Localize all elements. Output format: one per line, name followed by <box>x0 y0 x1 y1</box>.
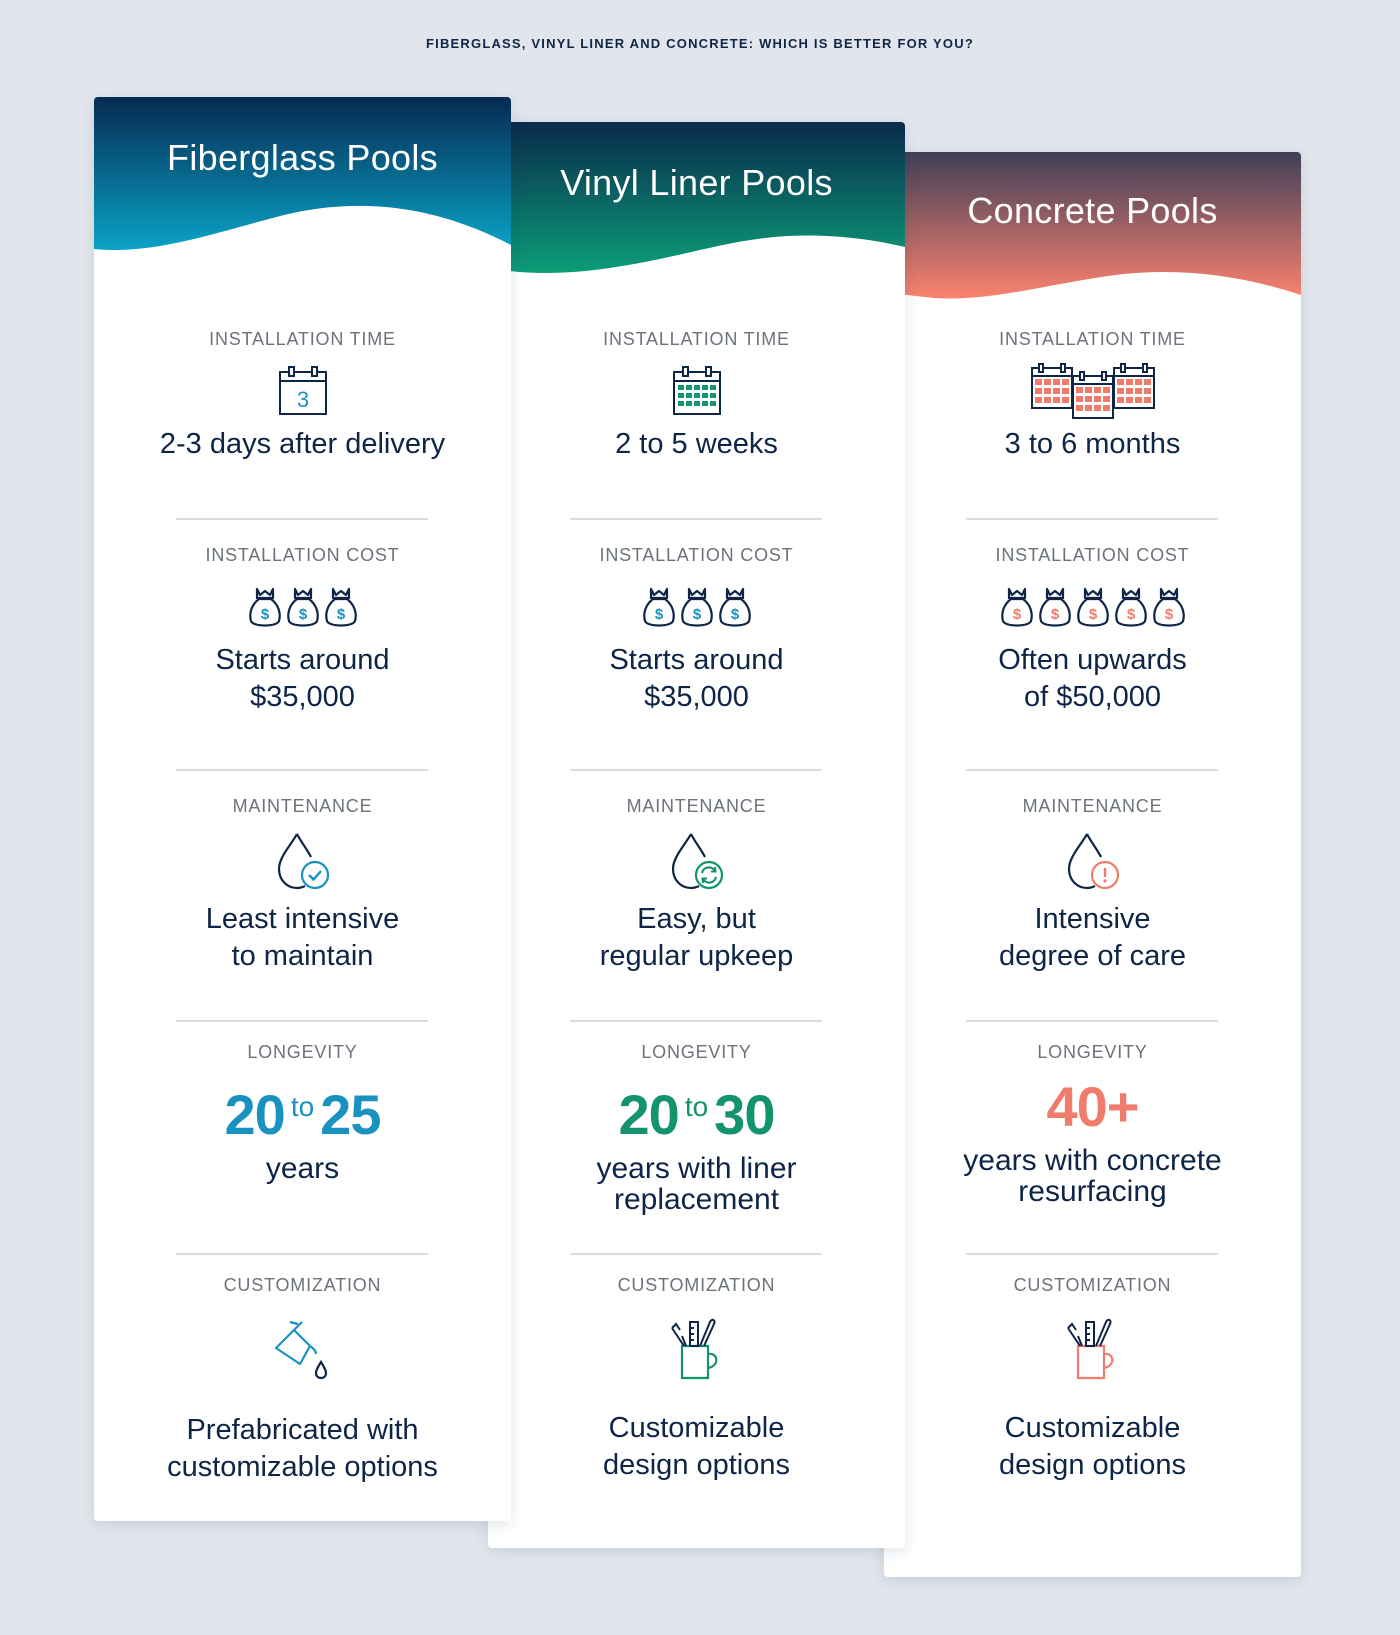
money-bag-icon <box>1075 586 1111 630</box>
svg-text:$: $ <box>730 606 739 623</box>
divider <box>966 1020 1218 1022</box>
customization-line-2: design options <box>602 1449 791 1481</box>
installation-cost-section <box>94 545 511 716</box>
customization-line-1: Prefabricated with <box>186 1414 419 1446</box>
longevity-range <box>488 1077 905 1145</box>
vinyl-header <box>488 122 905 282</box>
installation-cost-label: INSTALLATION COST <box>599 545 794 565</box>
longevity-section <box>884 1042 1301 1207</box>
divider <box>176 1253 428 1255</box>
installation-time-label: INSTALLATION TIME <box>603 329 790 349</box>
customization-label: CUSTOMIZATION <box>1013 1275 1172 1295</box>
installation-time-value: 2 to 5 weeks <box>615 428 778 460</box>
svg-text:$: $ <box>1164 606 1173 623</box>
divider <box>966 1253 1218 1255</box>
cost-line-2: $35,000 <box>644 681 749 713</box>
longevity-line-2: resurfacing <box>1018 1175 1167 1208</box>
maintenance-label: MAINTENANCE <box>626 796 767 816</box>
longevity-section <box>94 1042 511 1184</box>
paint-bucket-icon <box>272 1318 334 1384</box>
svg-text:$: $ <box>654 606 663 623</box>
installation-cost-label: INSTALLATION COST <box>205 545 400 565</box>
installation-cost-label: INSTALLATION COST <box>995 545 1190 565</box>
fiberglass-header <box>94 97 511 257</box>
maintenance-line-1: Easy, but <box>637 903 756 935</box>
customization-line-2: customizable options <box>167 1451 438 1483</box>
cost-line-1: Starts around <box>609 644 784 676</box>
money-bag-icon <box>641 586 677 630</box>
maintenance-line-2: regular upkeep <box>599 940 794 972</box>
customization-label: CUSTOMIZATION <box>617 1275 776 1295</box>
installation-time-label: INSTALLATION TIME <box>999 329 1186 349</box>
cost-line-2: of $50,000 <box>1023 681 1162 713</box>
longevity-line-1: years with liner <box>596 1152 797 1185</box>
money-bag-icon <box>679 586 715 630</box>
divider <box>176 769 428 771</box>
longevity-to-word: to <box>290 1091 315 1122</box>
longevity-label: LONGEVITY <box>641 1042 752 1062</box>
divider <box>570 1020 822 1022</box>
customization-label: CUSTOMIZATION <box>223 1275 382 1295</box>
water-drop-alert-icon <box>1063 831 1123 893</box>
cost-line-1: Often upwards <box>998 644 1187 676</box>
calendars-icon <box>1030 362 1156 420</box>
longevity-label: LONGEVITY <box>1037 1042 1148 1062</box>
calendar-3-icon <box>277 364 329 416</box>
maintenance-label: MAINTENANCE <box>1022 796 1163 816</box>
card-title: Fiberglass Pools <box>167 137 438 178</box>
longevity-from: 20 <box>618 1083 679 1146</box>
customization-section <box>488 1275 905 1484</box>
money-bag-icon <box>717 586 753 630</box>
svg-text:$: $ <box>260 606 269 623</box>
divider <box>570 518 822 520</box>
installation-time-section <box>94 329 511 463</box>
svg-text:$: $ <box>692 606 701 623</box>
fiberglass-card <box>94 97 511 1521</box>
maintenance-line-2: degree of care <box>998 940 1186 972</box>
svg-text:$: $ <box>298 606 307 623</box>
longevity-label: LONGEVITY <box>247 1042 358 1062</box>
installation-time-value: 3 to 6 months <box>1004 428 1181 460</box>
page-title: FIBERGLASS, VINYL LINER AND CONCRETE: WHICH IS BETTER FOR YOU? <box>426 36 974 51</box>
divider <box>176 1020 428 1022</box>
installation-cost-section <box>884 545 1301 716</box>
longevity-big: 40+ <box>1046 1075 1139 1138</box>
water-drop-check-icon <box>273 831 333 893</box>
concrete-card <box>884 152 1301 1577</box>
card-title: Concrete Pools <box>967 190 1218 231</box>
svg-text:$: $ <box>336 606 345 623</box>
customization-line-1: Customizable <box>1004 1412 1181 1444</box>
customization-line-2: design options <box>998 1449 1187 1481</box>
cost-line-2: $35,000 <box>250 681 355 713</box>
divider <box>966 769 1218 771</box>
maintenance-section <box>884 796 1301 975</box>
maintenance-section <box>488 796 905 975</box>
longevity-line-1: years with concrete <box>963 1144 1222 1177</box>
installation-time-label: INSTALLATION TIME <box>209 329 396 349</box>
card-title: Vinyl Liner Pools <box>560 162 833 203</box>
longevity-to: 30 <box>714 1083 775 1146</box>
installation-time-section <box>488 329 905 463</box>
divider <box>570 1253 822 1255</box>
longevity-to-word: to <box>684 1091 709 1122</box>
tools-cup-icon <box>666 1316 728 1384</box>
longevity-range <box>94 1077 511 1145</box>
installation-time-value: 2-3 days after delivery <box>159 428 446 460</box>
money-bag-icon <box>1113 586 1149 630</box>
maintenance-line-1: Least intensive <box>205 903 400 935</box>
divider <box>176 518 428 520</box>
divider <box>570 769 822 771</box>
svg-text:$: $ <box>1012 606 1021 623</box>
customization-line-1: Customizable <box>608 1412 785 1444</box>
longevity-section <box>488 1042 905 1215</box>
maintenance-section <box>94 796 511 975</box>
concrete-header <box>884 152 1301 302</box>
money-bag-icon <box>285 586 321 630</box>
longevity-line-2: replacement <box>613 1183 780 1216</box>
installation-cost-section <box>488 545 905 716</box>
longevity-to: 25 <box>320 1083 381 1146</box>
cost-line-1: Starts around <box>215 644 390 676</box>
svg-text:$: $ <box>1050 606 1059 623</box>
vinyl-liner-card <box>488 122 905 1548</box>
money-bag-icon <box>1037 586 1073 630</box>
longevity-line-1: years <box>265 1152 340 1185</box>
money-bag-icon <box>247 586 283 630</box>
longevity-from: 20 <box>224 1083 285 1146</box>
water-drop-refresh-icon <box>667 831 727 893</box>
installation-time-section <box>884 329 1301 463</box>
money-bag-icon <box>1151 586 1187 630</box>
svg-text:$: $ <box>1088 606 1097 623</box>
money-bag-icon <box>323 586 359 630</box>
customization-section <box>884 1275 1301 1484</box>
maintenance-label: MAINTENANCE <box>232 796 373 816</box>
money-bag-icon <box>999 586 1035 630</box>
maintenance-line-1: Intensive <box>1034 903 1151 935</box>
tools-cup-icon <box>1062 1316 1124 1384</box>
calendar-grid-icon <box>671 364 723 416</box>
divider <box>966 518 1218 520</box>
svg-text:$: $ <box>1126 606 1135 623</box>
maintenance-line-2: to maintain <box>231 940 374 972</box>
customization-section <box>94 1275 511 1486</box>
calendar-day: 3 <box>296 387 309 412</box>
